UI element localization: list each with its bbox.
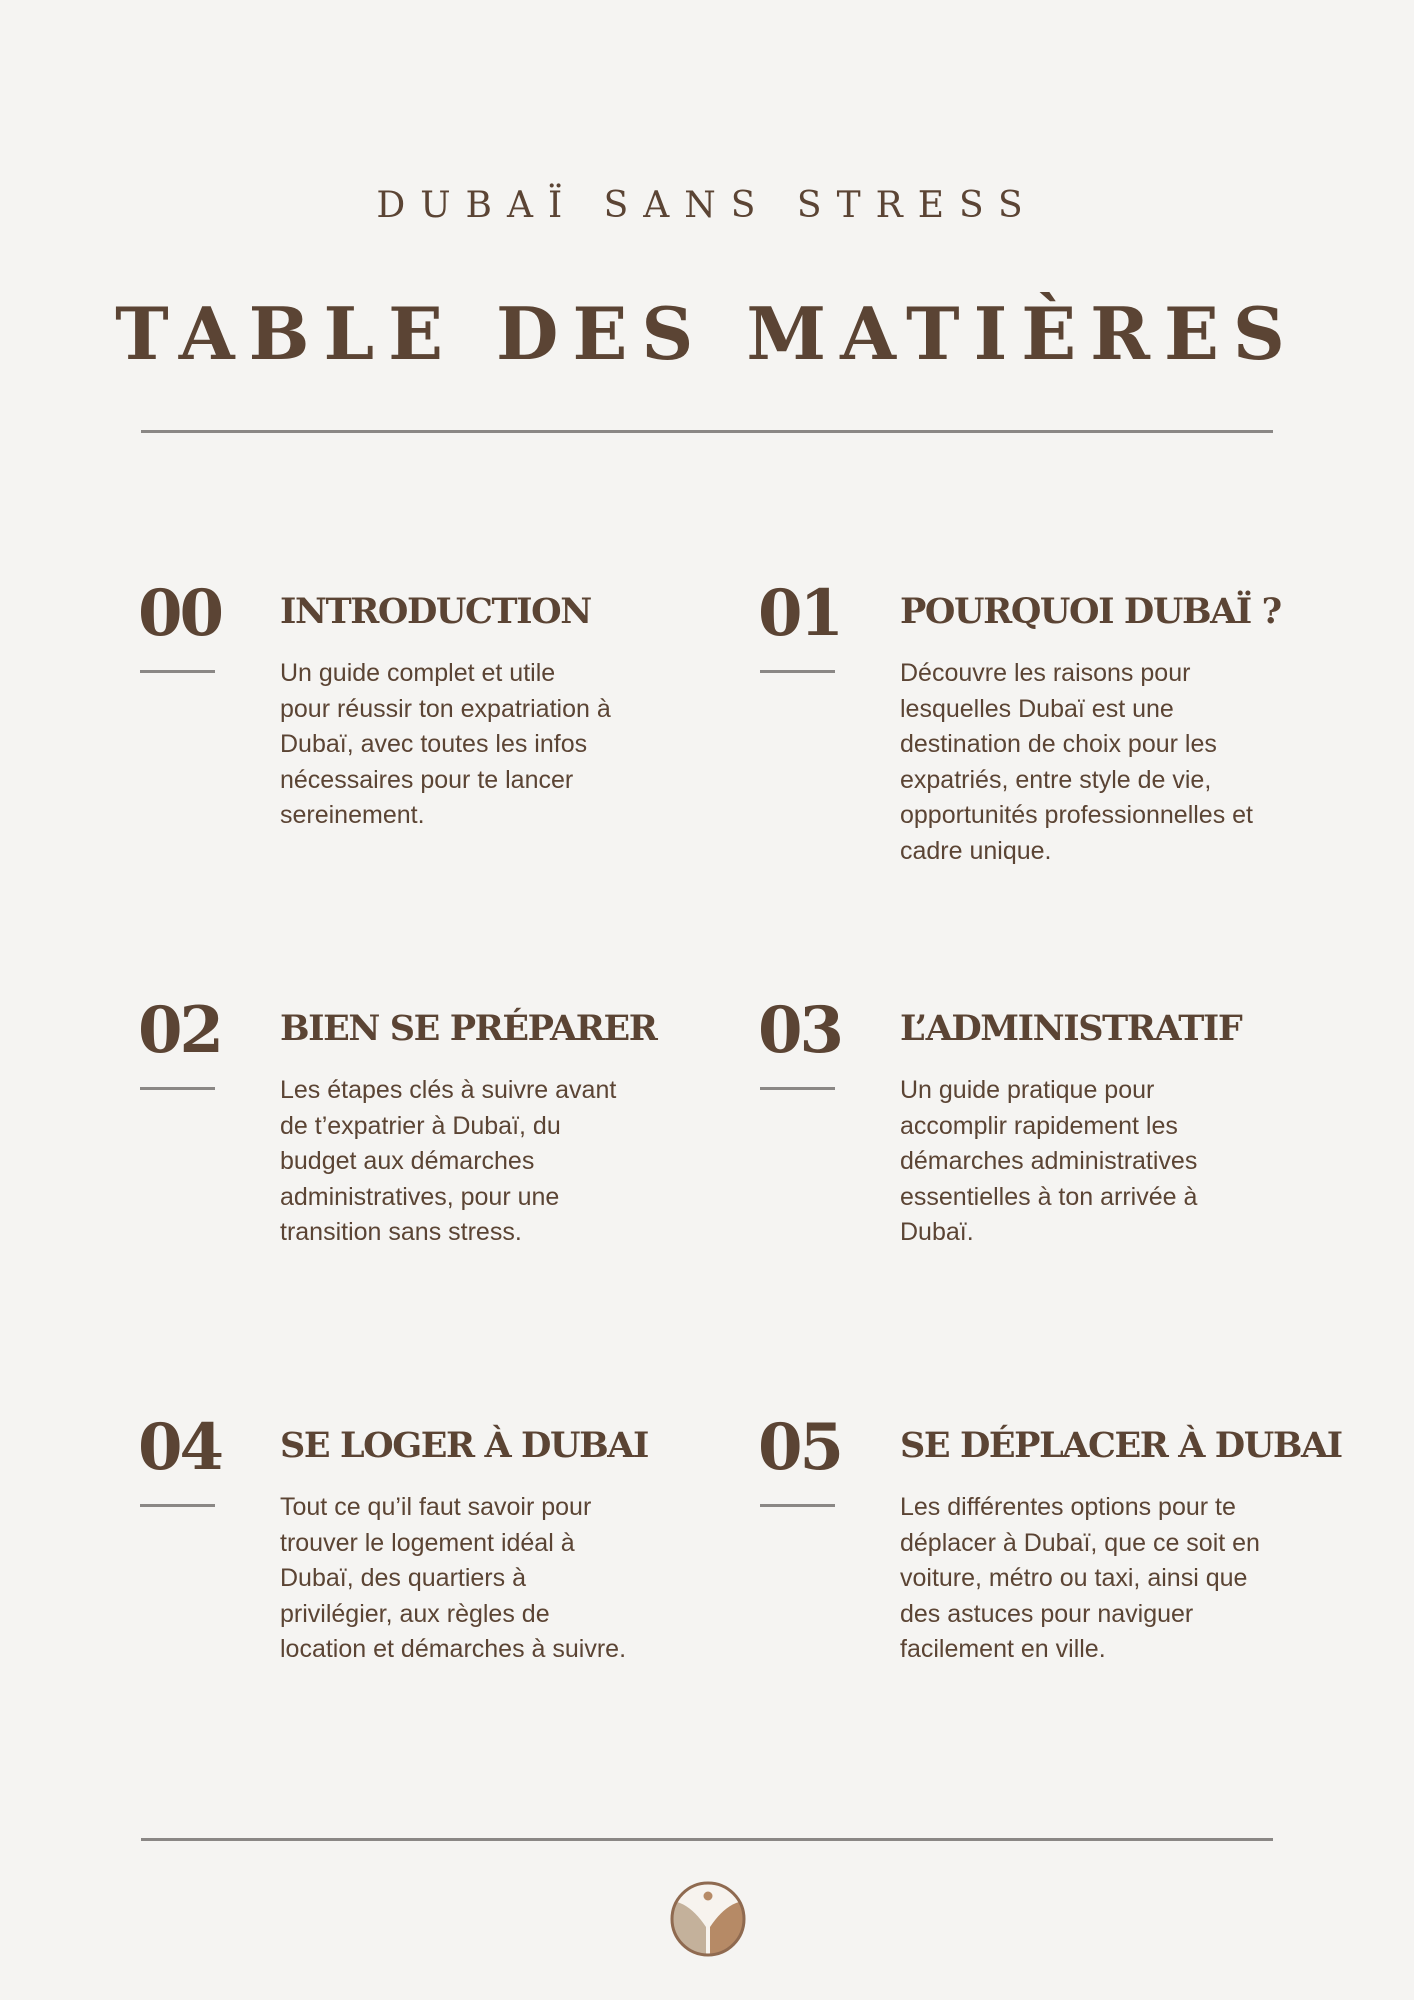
chapter-title: SE LOGER À DUBAI: [280, 1425, 649, 1466]
chapter-description: Les étapes clés à suivre avant de t’expatrier à Dubaï, du budget aux démarches administratives, pour une transition sans stress.: [280, 1076, 617, 1246]
chapter-number-underline: [140, 670, 215, 673]
toc-entry-03: [758, 993, 1318, 1319]
chapter-title: BIEN SE PRÉPARER: [280, 1008, 657, 1049]
chapter-description: Un guide complet et utile pour réussir ton expatriation à Dubaï, avec toutes les infos nécessaires pour te lancer sereinement.: [280, 659, 611, 829]
chapter-title: INTRODUCTION: [280, 591, 591, 632]
toc-entry-04: [138, 1410, 698, 1736]
bottom-divider: [141, 1838, 1273, 1841]
chapter-description: Tout ce qu’il faut savoir pour trouver le logement idéal à Dubaï, des quartiers à privilégier, aux règles de location et démarches à suivre.: [280, 1493, 627, 1663]
toc-entry-02: [138, 993, 698, 1319]
chapter-number-underline: [760, 1504, 835, 1507]
chapter-number: 04: [138, 1410, 222, 1485]
top-divider: [141, 430, 1273, 433]
chapter-title: SE DÉPLACER À DUBAI: [900, 1425, 1342, 1466]
chapter-description: Les différentes options pour te déplacer à Dubaï, que ce soit en voiture, métro ou taxi, ainsi que des astuces pour naviguer facilement en ville.: [900, 1493, 1260, 1663]
chapter-title: L’ADMINISTRATIF: [900, 1008, 1242, 1049]
chapter-number-underline: [760, 670, 835, 673]
chapter-number-underline: [140, 1504, 215, 1507]
chapter-description: Découvre les raisons pour lesquelles Dubaï est une destination de choix pour les expatriés, entre style de vie, opportunités professionnelles et cadre unique.: [900, 659, 1254, 865]
chapter-number: 01: [758, 576, 842, 651]
toc-entry-05: [758, 1410, 1342, 1736]
chapter-number-underline: [140, 1087, 215, 1090]
chapter-number: 02: [138, 993, 222, 1068]
circle-figure-logo-icon: [668, 1879, 748, 1959]
chapter-number: 05: [758, 1410, 842, 1485]
chapter-description: Un guide pratique pour accomplir rapidement les démarches administratives essentielles à ton arrivée à Dubaï.: [900, 1076, 1198, 1246]
toc-entry-00: [138, 576, 698, 902]
chapter-number-underline: [760, 1087, 835, 1090]
chapter-number: 03: [758, 993, 842, 1068]
guide-eyebrow: DUBAÏ SANS STRESS: [376, 185, 1038, 226]
chapter-number: 00: [138, 576, 222, 651]
toc-entry-01: [758, 576, 1318, 902]
chapter-title: POURQUOI DUBAÏ ?: [900, 591, 1281, 632]
page-title: TABLE DES MATIÈRES: [115, 291, 1299, 376]
